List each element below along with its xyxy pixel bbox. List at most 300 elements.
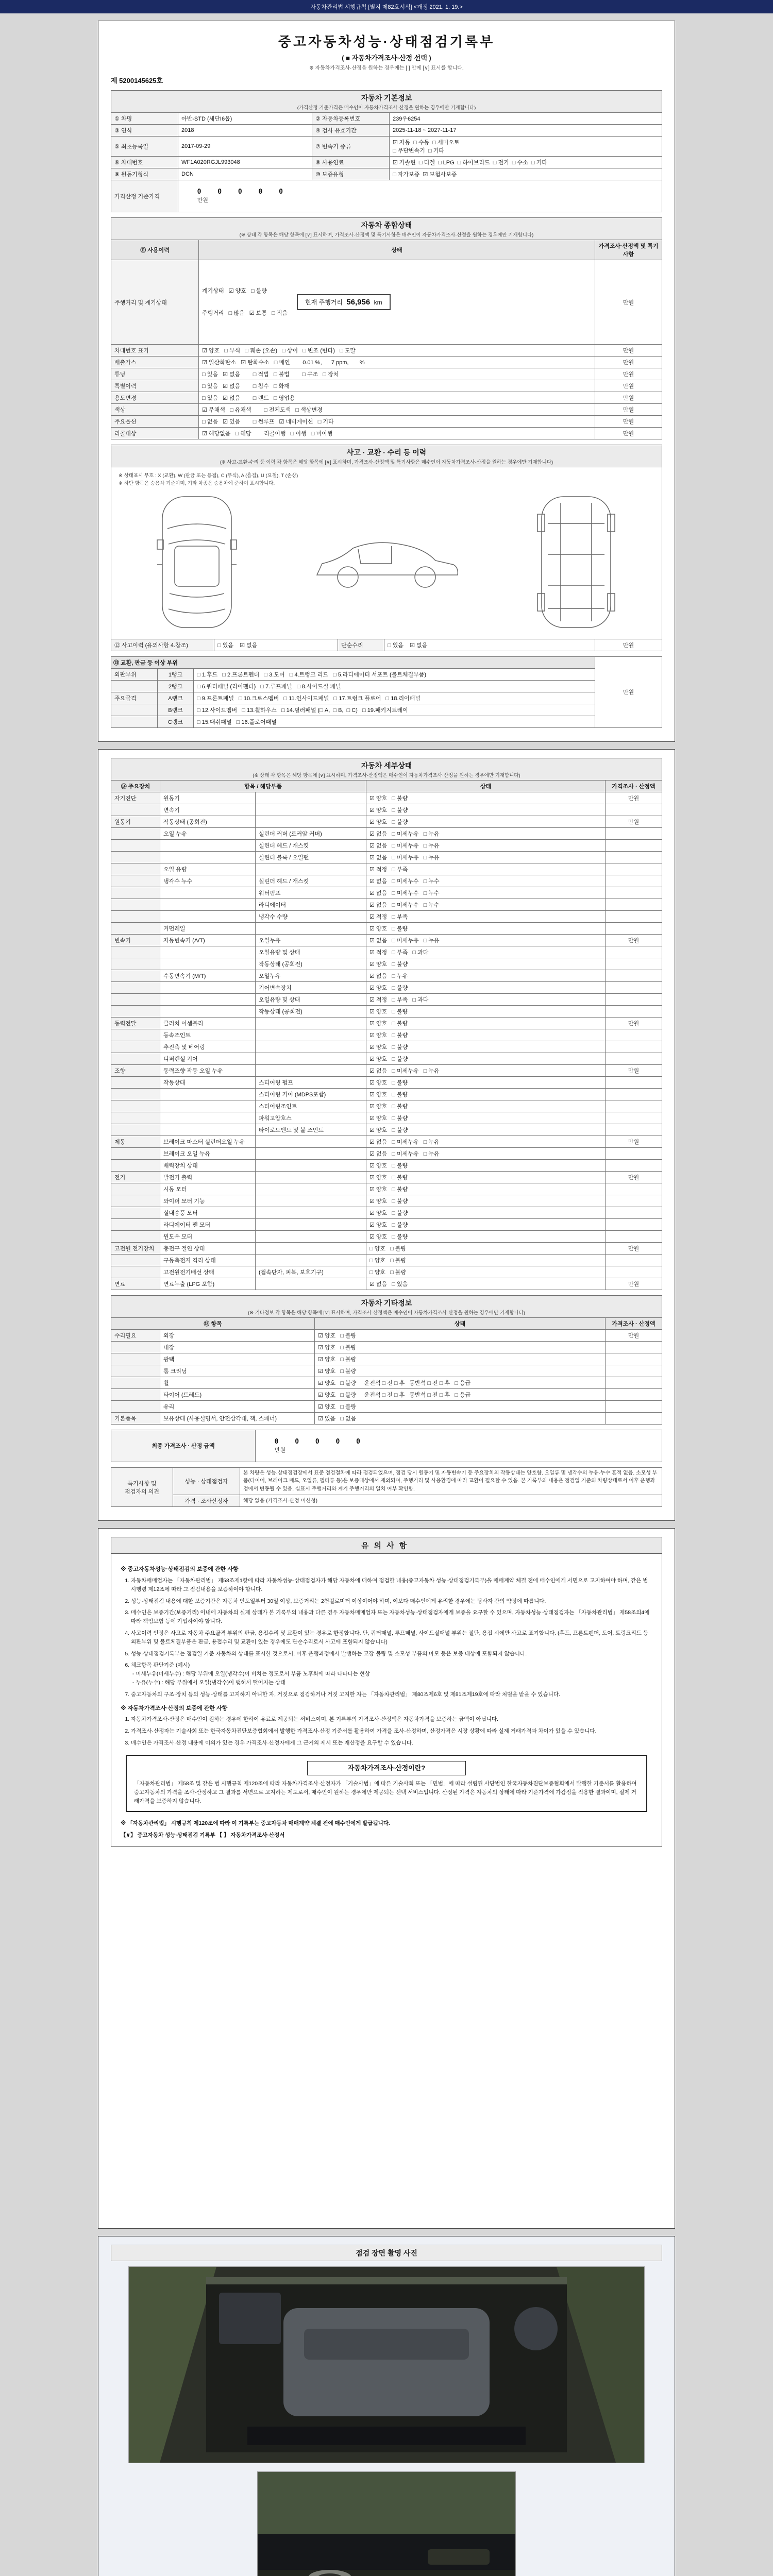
etc-group [111,1377,160,1388]
notice-title: 유의사항 [111,1537,662,1554]
device-part [256,1278,366,1290]
device-state: ☑ 적정 □ 부족 □ 과다 [366,993,606,1005]
panel-group [111,704,158,716]
etc-state: ☑ 양호 □ 불량 [315,1329,606,1341]
base-price-label: 가격산정 기준가격 [111,180,178,212]
page-title: 중고자동차성능·상태점검기록부 [278,34,495,49]
device-part [256,1136,366,1147]
device-state: □ 양호 □ 불량 [366,1266,606,1278]
etc-group: 기본품목 [111,1412,160,1424]
base-price-row [111,180,662,212]
etc-state: ☑ 양호 □ 불량 [315,1341,606,1353]
device-item: 구동축전지 격리 상태 [160,1254,256,1266]
opinion-label: 특기사항 및 점검자의 의견 [111,1467,173,1507]
device-item: 브레이크 마스터 실린더오일 누유 [160,1136,256,1147]
price-cell [606,958,662,970]
field-label: ⑦ 변속기 종류 [312,137,390,157]
device-part: 오일누유 [256,970,366,981]
col-price: 가격조사·산정액 및 특기사항 [595,240,662,260]
device-group [111,1112,160,1124]
device-part [256,1183,366,1195]
device-group [111,958,160,970]
notice-item: 3. 매수인은 보증기간(보증거리) 이내에 자동차의 실제 상태가 본 기록부의 내용과 다른 경우 자동차매매업자 또는 자동차성능·상태점검자에게 보증을 요구할 수 있으며, 자동차성능·상태점검자는 「자동차관리법」 제58조의4에 따라 책임보험 등에 가입하여야 합니다. [131,1608,652,1626]
etc-state: ☑ 양호 □ 불량 [315,1400,606,1412]
basic-info-row [111,168,662,180]
device-state: ☑ 양호 □ 불량 [366,816,606,827]
etc-info-row [111,1412,662,1424]
etc-item: 유리 [160,1400,315,1412]
item-state: □ 있음 ☑ 없음 □ 적법 □ 불법 □ 구조 □ 장치 [199,368,595,380]
device-item: 실내송풍 모터 [160,1207,256,1218]
device-group [111,1230,160,1242]
device-group [111,839,160,851]
device-state: ☑ 양호 □ 불량 [366,1005,606,1017]
device-state: ☑ 양호 □ 불량 [366,1207,606,1218]
panel-group [111,716,158,727]
rank-items: □ 1.후드 □ 2.프론트펜더 □ 3.도어 □ 4.트렁크 리드 □ 5.라디에이터 서포트 (볼트체결부품) [194,668,595,680]
page-4 [98,2236,675,2576]
device-state: ☑ 없음 □ 미세누유 □ 누유 [366,1064,606,1076]
detail-state-row [111,816,662,827]
panel-group: 주요골격 [111,692,158,704]
exchange-rank-row [111,668,662,680]
device-state: ☑ 없음 □ 미세누수 □ 누수 [366,887,606,899]
device-item: 오일 유량 [160,863,256,875]
price-cell [606,1041,662,1053]
notice-item: 1. 자동차매매업자는 「자동차관리법」 제58조제1항에 따라 자동차성능·상태점검자가 해당 자동차에 대하여 점검한 내용(중고자동차 성능·상태점검기록부)을 매매계약 체결 전에 매수인에게 서면으로 고지하여야 하며, 같은 법 시행령 제12조에 따라 그 점검내용을 보증하여야 합니다. [131,1577,652,1594]
device-item: 시동 모터 [160,1183,256,1195]
detail-state-row [111,827,662,839]
device-item [160,946,256,958]
device-item: 배력장치 상태 [160,1159,256,1171]
price-cell: 만원 [595,380,662,392]
overall-state-row [111,368,662,380]
detail-state-row [111,899,662,910]
device-part [256,922,366,934]
device-item: 동력조향 작동 오일 누유 [160,1064,256,1076]
notice-item: 2. 성능·상태점검 내용에 대한 보증기간은 자동차 인도일부터 30일 이상, 보증거리는 2천킬로미터 이상이어야 하며, 이보다 매수인에게 유리한 경우에는 당사자 간의 약정에 따릅니다. [131,1597,652,1606]
overall-state-row [111,380,662,392]
col-item: 항목 / 해당부품 [160,780,366,792]
etc-header-row [111,1317,662,1329]
etc-state: ☑ 양호 □ 불량 [315,1353,606,1365]
item-label: 리콜대상 [111,428,199,439]
detail-state-row [111,1254,662,1266]
price-cell [606,1353,662,1365]
car-diagram-side-view [309,523,464,601]
price-cell [606,1365,662,1377]
price-cell [606,981,662,993]
device-group [111,1207,160,1218]
device-group [111,887,160,899]
overall-state-row [111,404,662,416]
field-label: ⑥ 차대번호 [111,157,178,168]
detail-state-row [111,1159,662,1171]
device-group: 연료 [111,1278,160,1290]
final-price-value: 0 0 0 0 0 만원 [256,1430,662,1462]
price-cell: 만원 [595,345,662,357]
price-cell [606,970,662,981]
device-group [111,827,160,839]
etc-group [111,1365,160,1377]
etc-info-row [111,1341,662,1353]
device-state: ☑ 양호 □ 불량 [366,1112,606,1124]
device-state: ☑ 양호 □ 불량 [366,1218,606,1230]
exchange-rank-row [111,716,662,727]
etc-item: 보유상태 (사용설명서, 안전삼각대, 잭, 스패너) [160,1412,315,1424]
price-cell [606,839,662,851]
device-part: 오일유량 및 상태 [256,993,366,1005]
simple-repair-state: □ 있음 ☑ 없음 [384,639,595,651]
etc-state: ☑ 양호 □ 불량 운전석 □ 전 □ 후 동반석 □ 전 □ 후 □ 응급 [315,1388,606,1400]
etc-info-row [111,1329,662,1341]
price-cell: 만원 [595,416,662,428]
device-state: ☑ 양호 □ 불량 [366,804,606,816]
price-cell [606,1076,662,1088]
price-cell: 만원 [595,639,662,651]
detail-state-row [111,1278,662,1290]
field-value: 2017-09-29 [178,137,312,157]
price-cell: 만원 [606,1136,662,1147]
price-cell [606,1100,662,1112]
section-basic-info [111,90,662,112]
etc-group [111,1388,160,1400]
exchange-header-row [111,656,662,668]
item-label: 튜닝 [111,368,199,380]
item-label: 배출가스 [111,357,199,368]
device-state: ☑ 양호 □ 불량 [366,1029,606,1041]
detail-state-row [111,804,662,816]
etc-item: 외장 [160,1329,315,1341]
detail-state-row [111,981,662,993]
item-state: ☑ 일산화탄소 ☑ 탄화수소 □ 매연 0.01 %, 7 ppm, % [199,357,595,368]
price-survey-definition-box [126,1755,647,1812]
price-cell: 만원 [595,368,662,380]
field-label: ① 차명 [111,113,178,125]
device-state: ☑ 없음 □ 미세누유 □ 누유 [366,934,606,946]
device-item: 연료누출 (LPG 포함) [160,1278,256,1290]
document-number: 제 5200145625호 [111,77,163,84]
price-cell [606,1266,662,1278]
price-cell: 만원 [606,1064,662,1076]
device-part [256,1254,366,1266]
etc-info-row [111,1400,662,1412]
etc-state: ☑ 양호 □ 불량 [315,1365,606,1377]
price-cell [606,1218,662,1230]
device-part [256,863,366,875]
device-part [256,1147,366,1159]
device-group: 동력전달 [111,1017,160,1029]
field-value: 239우6254 [390,113,662,125]
device-state: ☑ 적정 □ 부족 [366,863,606,875]
device-item: 변속기 [160,804,256,816]
device-item [160,839,256,851]
odometer-state: 계기상태 ☑ 양호 □ 불량 [202,288,267,294]
col-state: 상태 [366,780,606,792]
device-item [160,981,256,993]
section-note: (가격산정 기준가격은 매수인이 자동차가격조사·산정을 원하는 경우에만 기재합니다) [297,105,476,111]
price-cell [606,804,662,816]
device-item: 자동변속기 (A/T) [160,934,256,946]
etc-info-table [111,1317,662,1425]
field-value: DCN [178,168,312,180]
device-item [160,1124,256,1136]
device-item: 작동상태 [160,1076,256,1088]
device-group: 변속기 [111,934,160,946]
device-item: 브레이크 오일 누유 [160,1147,256,1159]
accident-history-row [111,639,662,651]
device-state: ☑ 없음 □ 미세누유 □ 누유 [366,827,606,839]
detail-state-row [111,1171,662,1183]
detail-state-row [111,875,662,887]
opinion-who: 성능 · 상태점검자 [173,1467,240,1495]
notice-footer-2: 【∨】 중고자동차 성능·상태점검 기록부 【 】 자동차가격조사·산정서 [121,1832,285,1838]
detail-state-row [111,1053,662,1064]
device-state: ☑ 없음 □ 미세누수 □ 누수 [366,875,606,887]
device-item [160,851,256,863]
item-state: □ 없음 ☑ 있음 □ 썬루프 ☑ 네비게이션 □ 기타 [199,416,595,428]
etc-item: 타이어 (트레드) [160,1388,315,1400]
device-item: 와이퍼 모터 기능 [160,1195,256,1207]
rank-label: 2랭크 [158,680,194,692]
device-part: 스티어링 펌프 [256,1076,366,1088]
notice-item: 2. 가격조사·산정자는 기술사회 또는 한국자동차진단보증협회에서 발행한 가격조사·산정 기준서를 활용하여 가격을 조사·산정하며, 산정가격은 시장 상황에 따라 실제 거래가격과 차이가 있을 수 있습니다. [131,1727,652,1736]
device-part: 파워고압호스 [256,1112,366,1124]
etc-item: 내장 [160,1341,315,1353]
price-cell [606,899,662,910]
device-state: ☑ 없음 □ 미세누수 □ 누수 [366,899,606,910]
item-label: 특별이력 [111,380,199,392]
current-mileage-box: 현재 주행거리 56,956 km [297,294,390,310]
notice-footer-1: ※ 「자동차관리법」 시행규칙 제120조에 따라 이 기록부는 중고자동차 매매계약 체결 전에 매수인에게 발급됩니다. [121,1820,390,1826]
device-item: 등속조인트 [160,1029,256,1041]
rank-label: A랭크 [158,692,194,704]
device-group [111,970,160,981]
device-item [160,887,256,899]
device-part [256,1242,366,1254]
legend-state-codes: ※ 상태표시 부호 : X (교환), W (판금 또는 용접), C (부식), A (흠집), U (요철), T (손상) [119,473,298,479]
detail-state-row [111,1136,662,1147]
item-state: ☑ 해당없음 □ 해당 리콜이행 □ 이행 □ 미이행 [199,428,595,439]
mileage-label: 주행거리 및 계기상태 [111,260,199,345]
device-group [111,1124,160,1136]
device-item: 냉각수 누수 [160,875,256,887]
etc-item: 휠 [160,1377,315,1388]
etc-group: 수리필요 [111,1329,160,1341]
detail-state-row [111,792,662,804]
notice-item: 6. 체크항목 판단기준 (예시) - 미세누유(미세누수) : 해당 부위에 오일(냉각수)이 비치는 정도로서 부품 노후화에 따라 나타나는 현상 - 누유(누수) : 해당 부위에서 오일(냉각수)이 맺혀서 떨어지는 상태 [131,1661,652,1687]
device-group [111,1159,160,1171]
device-group [111,899,160,910]
device-item: 클러치 어셈블리 [160,1017,256,1029]
etc-item: 룸 크리닝 [160,1365,315,1377]
device-state: ☑ 양호 □ 불량 [366,1183,606,1195]
device-item: 추진축 및 베어링 [160,1041,256,1053]
price-cell [606,875,662,887]
price-cell [606,1183,662,1195]
col-item: ⑮ 항목 [111,1317,315,1329]
field-label: ② 자동차등록번호 [312,113,390,125]
device-state: ☑ 양호 □ 불량 [366,792,606,804]
detail-state-row [111,1017,662,1029]
basic-info-row [111,157,662,168]
page-1 [98,21,675,742]
etc-info-row [111,1353,662,1365]
detail-state-row [111,993,662,1005]
price-cell [606,1341,662,1353]
section-note: (※ 상태 각 항목은 해당 항목에 [∨] 표시하며, 가격조사·산정액은 매수인이 자동차가격조사·산정을 원하는 경우에만 기재합니다) [253,772,520,778]
device-part [256,1159,366,1171]
price-cell [606,851,662,863]
detail-state-row [111,1183,662,1195]
device-state: ☑ 적정 □ 부족 □ 과다 [366,946,606,958]
device-part: 워터펌프 [256,887,366,899]
price-cell [606,1207,662,1218]
page-3 [98,1528,675,2229]
device-state: ☑ 양호 □ 불량 [366,1171,606,1183]
device-part: 실린더 커버 (로커암 커버) [256,827,366,839]
device-group [111,910,160,922]
device-item [160,1112,256,1124]
detail-state-row [111,1124,662,1136]
overall-state-row [111,345,662,357]
item-state: □ 있음 ☑ 없음 □ 침수 □ 화재 [199,380,595,392]
price-cell [606,1147,662,1159]
overall-state-row [111,428,662,439]
device-group [111,1266,160,1278]
opinion-row [111,1495,662,1507]
device-item: 윈도우 모터 [160,1230,256,1242]
notice-item: 1. 자동차가격조사·산정은 매수인이 원하는 경우에 한하여 유료로 제공되는 서비스이며, 본 기록부의 가격조사·산정액은 자동차가격을 보증하는 금액이 아닙니다. [131,1715,652,1724]
item-label: 용도변경 [111,392,199,404]
device-part: 오일누유 [256,934,366,946]
basic-info-row [111,137,662,157]
device-state: ☑ 없음 □ 미세누유 □ 누유 [366,1136,606,1147]
device-group: 제동 [111,1136,160,1147]
price-cell: 만원 [595,656,662,727]
price-survey-select: ( ■ 자동차가격조사·산정 선택 ) [342,54,431,62]
device-item: 작동상태 (공회전) [160,816,256,827]
price-cell: 만원 [595,428,662,439]
field-label: ④ 검사 유효기간 [312,125,390,137]
notice-item: 5. 성능·상태점검기록부는 점검일 기준 자동차의 상태를 표시한 것으로서, 이후 운행과정에서 발생하는 고장·불량 및 소모성 부품의 마모 등은 보증 대상에 포함되지 않습니다. [131,1650,652,1658]
price-cell [606,910,662,922]
device-part: 작동상태 (공회전) [256,1005,366,1017]
overall-state-row [111,416,662,428]
opinion-text: 본 차량은 성능·상태점검장에서 표준 점검절차에 따라 점검되었으며, 점검 당시 원동기 및 자동변속기 등 주요장치의 작동상태는 양호함. 오일류 및 냉각수의 누유·누수 흔적 없음. 소모성 부품(타이어, 브레이크 패드, 오일류, 필터류 등)은 보증대상에서 제외되며, 주행거리 및 사용환경에 따라 교환이 필요할 수 있음. 본 기록부의 내용은 점검일 기준의 차량상태로서 이후 운행과정에서 변동될 수 있음. 실표시 주행거리와 계기 주행거리의 일치 여부 확인함. [240,1467,662,1495]
device-state: ☑ 양호 □ 불량 [366,981,606,993]
device-item: 라디에이터 팬 모터 [160,1218,256,1230]
detail-state-row [111,1242,662,1254]
price-cell [606,863,662,875]
legend-vehicle-note: ※ 하단 항목은 승용차 기준이며, 기타 차종은 승용차에 준하여 표시합니다. [119,480,275,486]
device-part [256,1195,366,1207]
device-item [160,1100,256,1112]
etc-group [111,1341,160,1353]
device-item [160,1088,256,1100]
definition-title: 자동차가격조사·산정이란? [307,1761,466,1776]
final-price-label: 최종 가격조사 · 산정 금액 [111,1430,256,1462]
detail-state-row [111,1005,662,1017]
device-item [160,993,256,1005]
detail-state-row [111,1112,662,1124]
detail-state-row [111,970,662,981]
device-item [160,958,256,970]
section-detail-state [111,758,662,780]
detail-state-row [111,958,662,970]
etc-info-row [111,1365,662,1377]
device-item: 충전구 절연 상태 [160,1242,256,1254]
price-cell [606,922,662,934]
col-state: 상태 [199,240,595,260]
rank-label: 1랭크 [158,668,194,680]
field-label: ③ 연식 [111,125,178,137]
price-cell [606,1053,662,1064]
device-part: 실린더 헤드 / 개스킷 [256,875,366,887]
exchange-rank-row [111,704,662,716]
notice-item: 7. 중고자동차의 구조·장치 등의 성능·상태를 고지하지 아니한 자, 거짓으로 점검하거나 거짓 고지한 자는 「자동차관리법」 제80조제6호 및 제81조제19호에 따라 처벌을 받을 수 있습니다. [131,1690,652,1699]
device-part [256,804,366,816]
col-usage-history: ⑪ 사용이력 [111,240,199,260]
price-cell [606,1005,662,1017]
device-state: ☑ 양호 □ 불량 [366,1076,606,1088]
device-group [111,981,160,993]
device-part: 실린더 블록 / 오일팬 [256,851,366,863]
section-title: 사고 · 교환 · 수리 등 이력 [346,448,427,457]
section-etc-info [111,1295,662,1317]
car-diagram-underbody-view [532,493,620,632]
price-cell: 만원 [595,357,662,368]
basic-info-row [111,125,662,137]
rank-items: □ 12.사이드멤버 □ 13.휠하우스 □ 14.필러패널 (□ A, □ B, □ C) □ 19.패키지트레이 [194,704,595,716]
field-value: ☑ 자동 □ 수동 □ 세미오토 □ 무단변속기 □ 기타 [390,137,662,157]
detail-state-row [111,863,662,875]
device-group [111,1076,160,1088]
detail-state-row [111,1218,662,1230]
field-value: WF1A020RGJL993048 [178,157,312,168]
field-label: ⑧ 사용연료 [312,157,390,168]
device-group [111,851,160,863]
detail-state-row [111,887,662,899]
device-item: 발전기 출력 [160,1171,256,1183]
device-group: 조향 [111,1064,160,1076]
notice-body [111,1554,662,1847]
price-cell: 만원 [606,792,662,804]
item-state: ☑ 무채색 □ 유채색 □ 전체도색 □ 색상변경 [199,404,595,416]
detail-state-row [111,1076,662,1088]
price-cell: 만원 [606,934,662,946]
detail-state-row [111,839,662,851]
notice-item: 3. 매수인은 가격조사·산정 내용에 이의가 있는 경우 가격조사·산정자에게 그 근거의 제시 또는 재산정을 요구할 수 있습니다. [131,1739,652,1748]
device-group [111,993,160,1005]
price-cell [606,1159,662,1171]
inspector-opinion-table [111,1467,662,1507]
detail-state-row [111,1064,662,1076]
device-state: ☑ 없음 □ 누유 [366,970,606,981]
section-note: (※ 기타정보 각 항목은 해당 항목에 [∨] 표시하며, 가격조사·산정액은 매수인이 자동차가격조사·산정을 원하는 경우에만 기재합니다) [248,1310,525,1316]
section-accident-history [111,445,662,467]
price-cell [606,1195,662,1207]
detail-state-row [111,1029,662,1041]
price-cell [606,887,662,899]
field-value: 2025-11-18 ~ 2027-11-17 [390,125,662,137]
field-label: ⑨ 원동기형식 [111,168,178,180]
device-state: □ 양호 □ 불량 [366,1254,606,1266]
overall-state-table [111,240,662,439]
device-state: ☑ 양호 □ 불량 [366,1159,606,1171]
device-item: 수동변속기 (M/T) [160,970,256,981]
col-device: ⑭ 주요장치 [111,780,160,792]
